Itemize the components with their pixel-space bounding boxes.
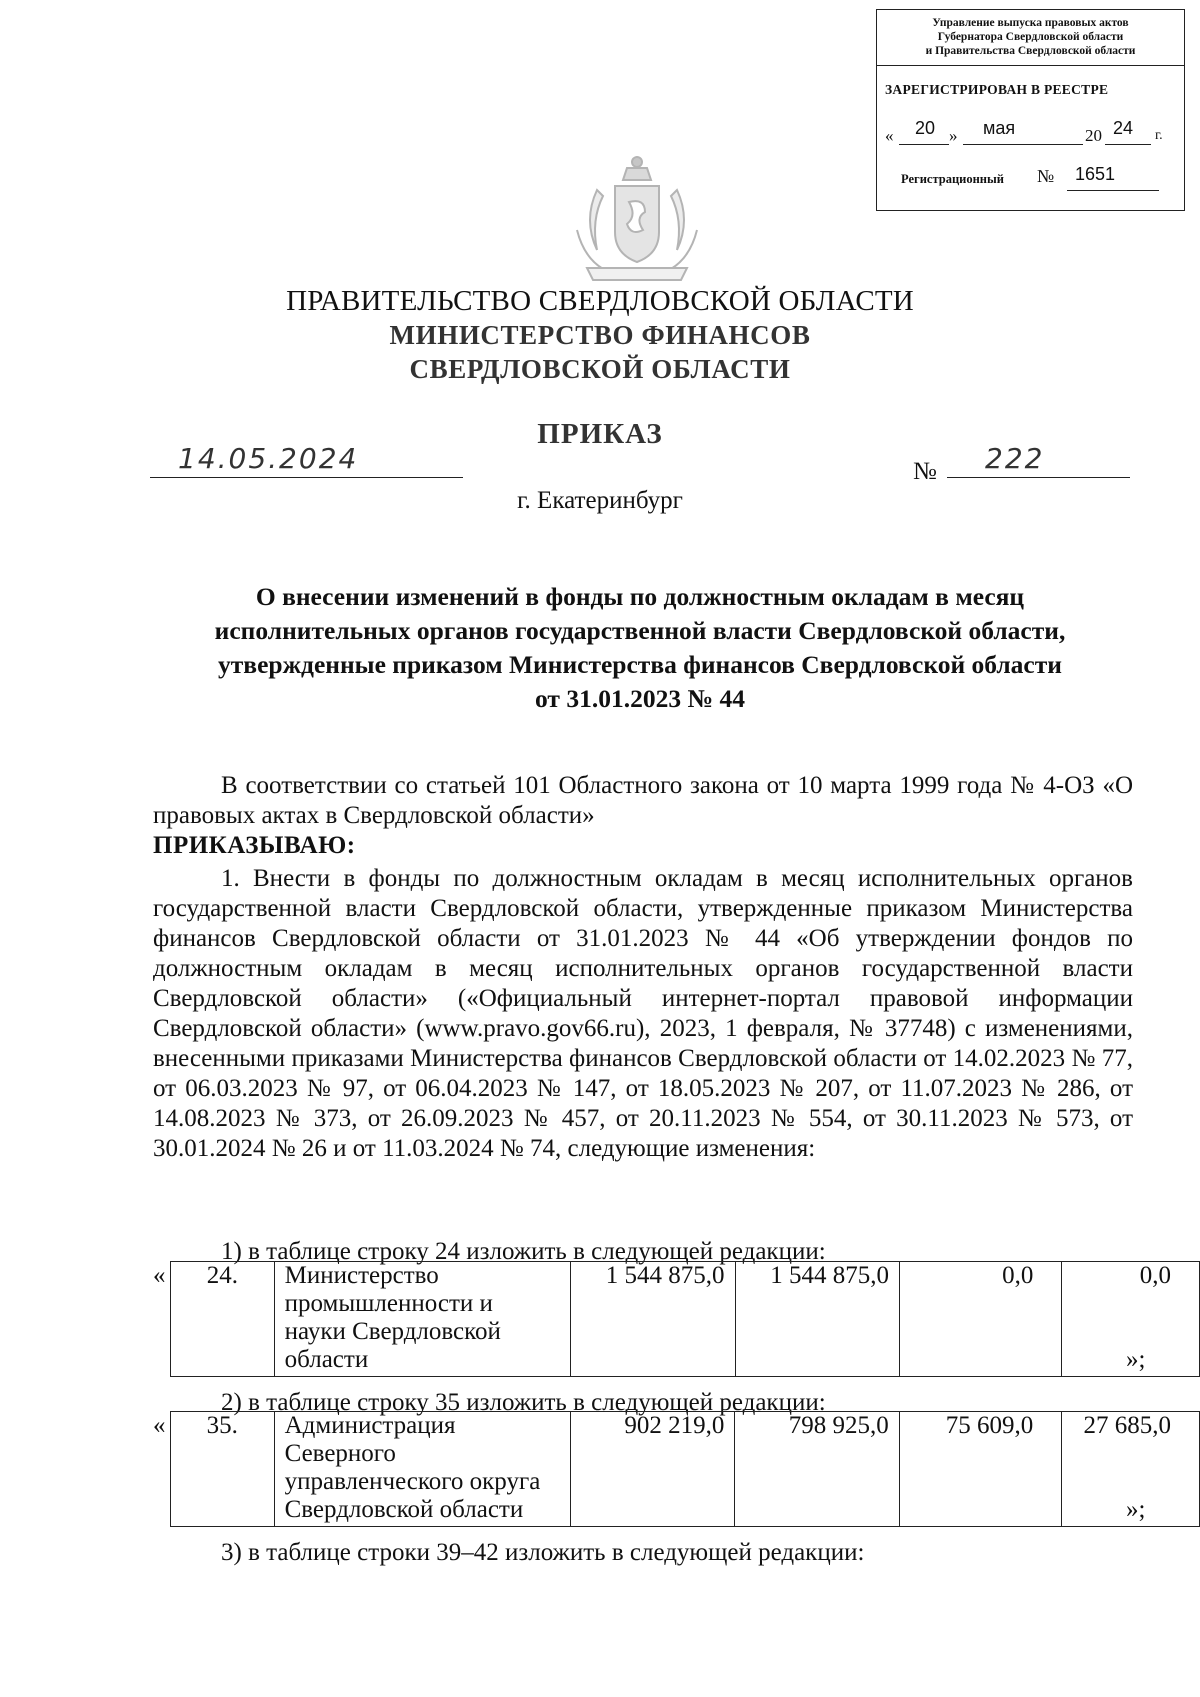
- ministry-name-line1: МИНИСТЕРСТВО ФИНАНСОВ: [389, 320, 811, 350]
- stamp-header: [877, 10, 1184, 66]
- government-name: ПРАВИТЕЛЬСТВО СВЕРДЛОВСКОЙ ОБЛАСТИ: [286, 285, 914, 317]
- subitem-3: 3) в таблице строки 39–42 изложить в следующей редакции:: [221, 1539, 865, 1566]
- row-name: [274, 1412, 570, 1527]
- item-1: 1. Внести в фонды по должностным окладам в месяц исполнительных органов государственной власти Свердловской области, утвержденные приказом Министерства финансов Свердловской области от 31.01.2023 № 44 «Об утверждении фондов по должностным окладам в месяц исполнительных органов государственной власти Свердловской области» («Официальный интернет-портал правовой информации Свердловской области» (www.pravo.gov66.ru), 2023, 1 февраля, № 37748) с изменениями, внесенными приказами Министерства финансов Свердловской области от 14.02.2023 № 77, от 06.03.2023 № 97, от 06.04.2023 № 147, от 18.05.2023 № 207, от 11.07.2023 № 286, от 14.08.2023 № 373, от 26.09.2023 № 457, от 20.11.2023 № 554, от 30.11.2023 № 573, от 30.01.2024 № 26 и от 11.03.2024 № 74, следующие изменения:: [153, 865, 1133, 1162]
- stamp-header-line: Губернатора Свердловской области: [937, 31, 1124, 43]
- number-underline: [947, 477, 1130, 478]
- coat-of-arms-icon: [557, 150, 717, 290]
- stamp-registered-label: ЗАРЕГИСТРИРОВАН В РЕЕСТРЕ: [885, 82, 1109, 97]
- row-name-line: Северного: [284, 1440, 396, 1467]
- subitem-1: 1) в таблице строку 24 изложить в следующей редакции:: [221, 1238, 826, 1265]
- row-name-line: Министерство: [284, 1262, 439, 1289]
- order-date-handwritten: 14.05.2024: [178, 442, 359, 475]
- row-value-4: 0,0: [1062, 1262, 1200, 1377]
- stamp-year-unit: г.: [1155, 128, 1163, 143]
- table-row-24: [170, 1261, 1200, 1377]
- stamp-reg-label: Регистрационный: [901, 172, 1004, 186]
- stamp-quote-open: «: [885, 126, 894, 145]
- ministry-name-line2: СВЕРДЛОВСКОЙ ОБЛАСТИ: [409, 354, 791, 384]
- order-title: [150, 580, 1130, 716]
- city: г. Екатеринбург: [517, 487, 683, 514]
- quote-close: »;: [1126, 1496, 1146, 1523]
- row-value-total: 902 219,0: [570, 1412, 734, 1527]
- row-value-2: 1 544 875,0: [735, 1262, 899, 1377]
- title-line: О внесении изменений в фонды по должностным окладам в месяц: [255, 582, 1025, 611]
- title-line: утвержденные приказом Министерства финансов Свердловской области: [218, 650, 1062, 679]
- row-name-line: Администрация: [284, 1412, 456, 1439]
- doc-type: ПРИКАЗ: [537, 418, 663, 450]
- title-line: от 31.01.2023 № 44: [535, 684, 745, 713]
- row-name-line: Свердловской области: [284, 1496, 524, 1523]
- row-value-4: 27 685,0: [1062, 1412, 1200, 1527]
- row-number: 24.: [171, 1262, 275, 1377]
- quote-open: «: [153, 1412, 166, 1439]
- row-name-line: науки Свердловской: [284, 1318, 501, 1345]
- row-name-line: промышленности и: [284, 1290, 493, 1317]
- table-row-35: [170, 1411, 1200, 1527]
- stamp-quote-close: »: [949, 126, 958, 145]
- row-value-2: 798 925,0: [735, 1412, 899, 1527]
- row-number: 35.: [171, 1412, 275, 1527]
- title-line: исполнительных органов государственной власти Свердловской области,: [214, 616, 1066, 645]
- date-underline: [150, 477, 463, 478]
- stamp-reg-number: 1651: [1075, 164, 1116, 184]
- stamp-month: мая: [983, 118, 1016, 138]
- stamp-year-prefix: 20: [1085, 126, 1102, 145]
- stamp-year-suffix: 24: [1113, 118, 1134, 138]
- number-sign: №: [913, 458, 937, 485]
- stamp-header-line: и Правительства Свердловской области: [925, 45, 1136, 57]
- stamp-no-sign: №: [1037, 166, 1055, 186]
- stamp-date: [885, 118, 1180, 152]
- row-name: [274, 1262, 570, 1377]
- quote-open: «: [153, 1262, 166, 1289]
- stamp-day: 20: [915, 118, 936, 138]
- preamble: В соответствии со статьей 101 Областного закона от 10 марта 1999 года № 4-ОЗ «О правовых актах в Свердловской области»: [153, 772, 1133, 829]
- order-number-handwritten: 222: [985, 442, 1045, 475]
- row-name-line: управленческого округа: [284, 1468, 541, 1495]
- row-value-3: 0,0: [899, 1262, 1061, 1377]
- order-word: ПРИКАЗЫВАЮ:: [153, 832, 356, 859]
- row-name-line: области: [284, 1346, 369, 1373]
- row-value-total: 1 544 875,0: [571, 1262, 735, 1377]
- row-value-3: 75 609,0: [899, 1412, 1062, 1527]
- subitem-2: 2) в таблице строку 35 изложить в следующей редакции:: [221, 1389, 826, 1416]
- quote-close: »;: [1126, 1346, 1146, 1373]
- registry-stamp: [876, 9, 1185, 211]
- stamp-header-line: Управление выпуска правовых актов: [932, 17, 1129, 29]
